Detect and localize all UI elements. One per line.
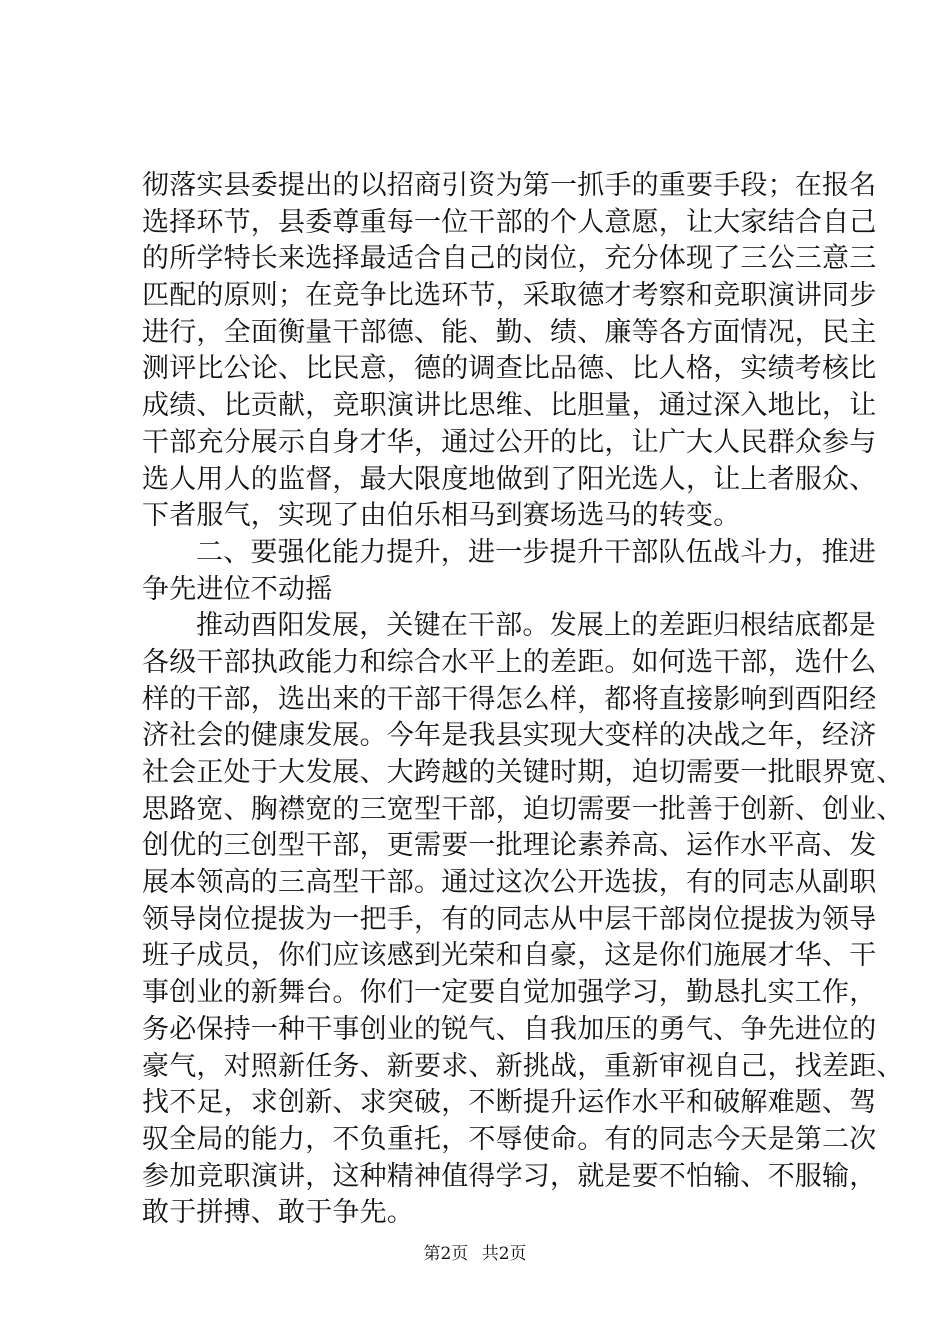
- paragraph-line: 思路宽、胸襟宽的三宽型干部，迫切需要一批善于创新、创业、: [142, 793, 904, 825]
- paragraph-line: 班子成员，你们应该感到光荣和自豪，这是你们施展才华、干: [142, 940, 877, 972]
- paragraph-line: 选择环节，县委尊重每一位干部的个人意愿，让大家结合自己: [142, 206, 877, 238]
- paragraph-line: 敢于拼搏、敢于争先。: [142, 1197, 414, 1229]
- section-heading-line: 争先进位不动摇: [142, 573, 333, 605]
- paragraph-line: 各级干部执政能力和综合水平上的差距。如何选干部，选什么: [142, 646, 877, 678]
- paragraph-line: 济社会的健康发展。今年是我县实现大变样的决战之年，经济: [142, 720, 877, 752]
- paragraph-line: 社会正处于大发展、大跨越的关键时期，迫切需要一批眼界宽、: [142, 757, 904, 788]
- paragraph-line: 参加竞职演讲，这种精神值得学习，就是要不怕输、不服输，: [142, 1160, 877, 1192]
- page-footer: [0, 1242, 950, 1266]
- paragraph-line: 驭全局的能力，不负重托，不辱使命。有的同志今天是第二次: [142, 1123, 877, 1155]
- paragraph-line: 选人用人的监督，最大限度地做到了阳光选人，让上者服众、: [142, 463, 877, 495]
- section-heading-line: 二、要强化能力提升，进一步提升干部队伍战斗力，推进: [196, 536, 876, 568]
- paragraph-line: 豪气，对照新任务、新要求、新挑战，重新审视自己，找差距、: [142, 1050, 904, 1082]
- paragraph-line: 领导岗位提拔为一把手，有的同志从中层干部岗位提拔为领导: [142, 903, 877, 935]
- paragraph-line: 匹配的原则；在竞争比选环节，采取德才考察和竞职演讲同步: [142, 280, 877, 312]
- paragraph-line: 找不足，求创新、求突破，不断提升运作水平和破解难题、驾: [142, 1087, 877, 1119]
- document-body: [142, 168, 904, 1232]
- paragraph-line: 成绩、比贡献，竞职演讲比思维、比胆量，通过深入地比，让: [142, 390, 877, 422]
- paragraph-line: 干部充分展示自身才华，通过公开的比，让广大人民群众参与: [142, 426, 877, 458]
- paragraph-line: 样的干部，选出来的干部干得怎么样，都将直接影响到酉阳经: [142, 683, 877, 715]
- page-number-total: 共2页: [481, 1244, 527, 1264]
- page-number-current: 第2页: [423, 1244, 469, 1264]
- paragraph-line: 的所学特长来选择最适合自己的岗位，充分体现了三公三意三: [142, 243, 877, 275]
- paragraph-line: 务必保持一种干事创业的锐气、自我加压的勇气、争先进位的: [142, 1013, 877, 1045]
- paragraph-line: 推动酉阳发展，关键在干部。发展上的差距归根结底都是: [196, 610, 876, 642]
- paragraph-line: 彻落实县委提出的以招商引资为第一抓手的重要手段；在报名: [142, 170, 877, 201]
- paragraph-line: 展本领高的三高型干部。通过这次公开选拔，有的同志从副职: [142, 867, 877, 899]
- paragraph-line: 事创业的新舞台。你们一定要自觉加强学习，勤恳扎实工作，: [142, 977, 877, 1009]
- paragraph-line: 测评比公论、比民意，德的调查比品德、比人格，实绩考核比: [142, 353, 877, 385]
- paragraph-line: 创优的三创型干部，更需要一批理论素养高、运作水平高、发: [142, 830, 877, 862]
- paragraph-line: 下者服气，实现了由伯乐相马到赛场选马的转变。: [142, 500, 741, 532]
- paragraph-line: 进行，全面衡量干部德、能、勤、绩、廉等各方面情况，民主: [142, 316, 877, 348]
